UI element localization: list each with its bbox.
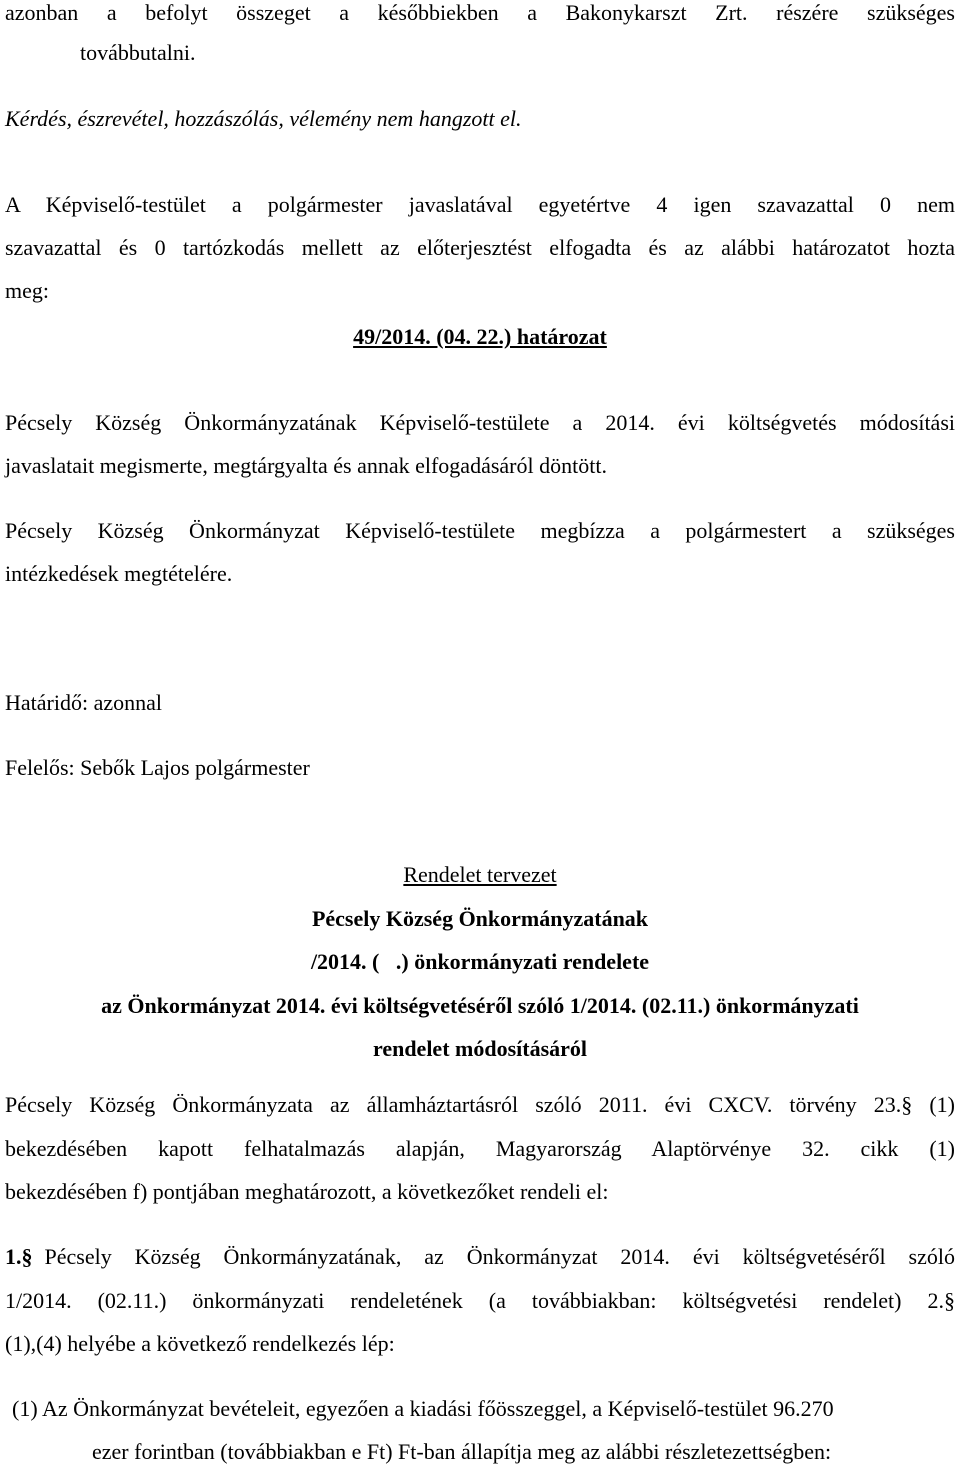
- section-text-line: 1/2014. (02.11.) önkormányzati rendeletének (a továbbiakban: költségvetési rendelet) 2.§: [5, 1288, 955, 1313]
- responsible-text: Felelős: Sebők Lajos polgármester: [5, 755, 310, 780]
- clause-line: (1) Az Önkormányzat bevételeit, egyezően a kiadási főösszeggel, a Képviselő-testület 96.270: [12, 1396, 834, 1421]
- section-number: 1.§: [5, 1244, 33, 1269]
- draft-title-line: az Önkormányzat 2014. évi költségvetéséről szóló 1/2014. (02.11.) önkormányzati: [101, 993, 859, 1018]
- deadline-text: Határidő: azonnal: [5, 690, 162, 715]
- section-text-line: (1),(4) helyébe a következő rendelkezés lép:: [5, 1331, 395, 1356]
- resolution-text-line: intézkedések megtételére.: [5, 561, 233, 586]
- vote-line: A Képviselő-testület a polgármester javaslatával egyetértve 4 igen szavazattal 0 nem: [5, 192, 955, 217]
- vote-line: szavazattal és 0 tartózkodás mellett az előterjesztést elfogadta és az alábbi határozatot hozta: [5, 235, 955, 260]
- draft-title-line: Pécsely Község Önkormányzatának: [311, 906, 649, 931]
- clause-line: ezer forintban (továbbiakban e Ft) Ft-ban állapítja meg az alábbi részletezettségben:: [92, 1439, 832, 1464]
- preamble-line: Pécsely Község Önkormányzata az államháztartásról szóló 2011. évi CXCV. törvény 23.§ (1): [5, 1092, 955, 1117]
- resolution-text-line: Pécsely Község Önkormányzat Képviselő-testülete megbízza a polgármestert a szükséges: [5, 518, 955, 543]
- section-1-line: [5, 1244, 955, 1270]
- draft-label: Rendelet tervezet: [403, 862, 557, 887]
- preamble-line: bekezdésében kapott felhatalmazás alapján, Magyarország Alaptörvénye 32. cikk (1): [5, 1136, 955, 1161]
- vote-line: meg:: [5, 278, 49, 303]
- paragraph-line: azonban a befolyt összeget a későbbiekben a Bakonykarszt Zrt. részére szükséges: [5, 0, 955, 25]
- resolution-title: 49/2014. (04. 22.) határozat: [353, 324, 607, 349]
- preamble-line: bekezdésében f) pontjában meghatározott, a következőket rendeli el:: [5, 1179, 609, 1204]
- draft-title-line: rendelet módosításáról: [372, 1036, 588, 1061]
- section-text: Pécsely Község Önkormányzatának, az Önkormányzat 2014. évi költségvetéséről szóló: [44, 1244, 955, 1269]
- draft-title-line: /2014. ( .) önkormányzati rendelete: [310, 949, 650, 974]
- resolution-text-line: javaslatait megismerte, megtárgyalta és annak elfogadásáról döntött.: [5, 453, 607, 478]
- paragraph-line: továbbutalni.: [80, 40, 196, 65]
- remark-text: Kérdés, észrevétel, hozzászólás, vélemény nem hangzott el.: [5, 106, 522, 131]
- resolution-text-line: Pécsely Község Önkormányzatának Képviselő-testülete a 2014. évi költségvetés módosítási: [5, 410, 955, 435]
